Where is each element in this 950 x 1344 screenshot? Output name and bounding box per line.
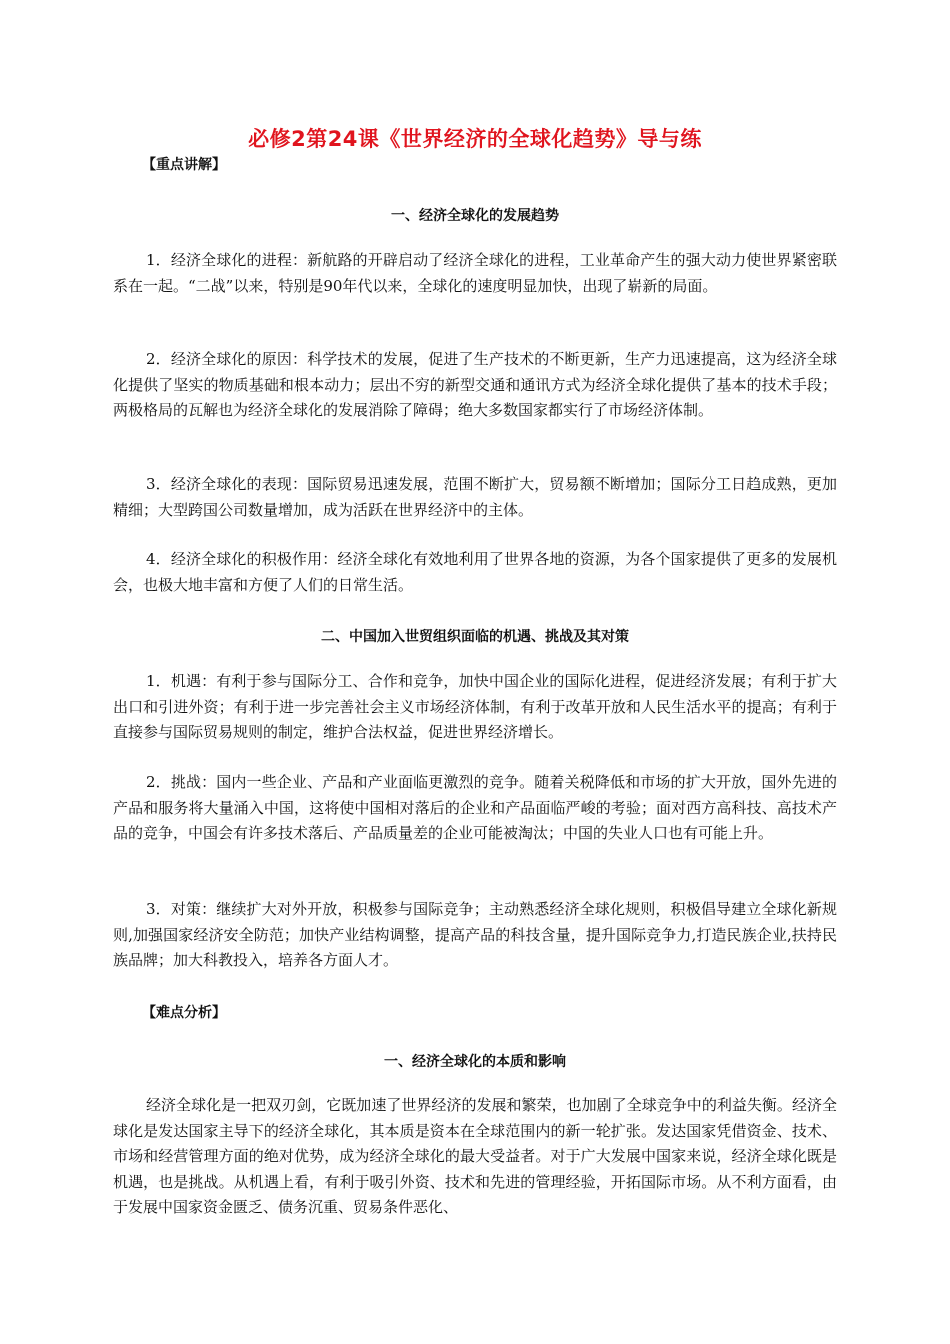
- section-heading-china-wto: 二、中国加入世贸组织面临的机遇、挑战及其对策: [321, 629, 629, 645]
- paragraph: 3．对策：继续扩大对外开放，积极参与国际竞争；主动熟悉经济全球化规则，积极倡导建立全球化新规则,加强国家经济安全防范；加快产业结构调整，提高产品的科技含量，提升国际竞争力,打造民族企业,扶持民族品牌；加大科教投入，培养各方面人才。: [113, 900, 837, 969]
- paragraph: 1．经济全球化的进程：新航路的开辟启动了经济全球化的进程，工业革命产生的强大动力使世界紧密联系在一起。“二战”以来，特别是90年代以来，全球化的速度明显加快，出现了崭新的局面。: [113, 251, 837, 295]
- paragraph: 2．经济全球化的原因：科学技术的发展，促进了生产技术的不断更新，生产力迅速提高，这为经济全球化提供了坚实的物质基础和根本动力；层出不穷的新型交通和通讯方式为经济全球化提供了基本的技术手段；两极格局的瓦解也为经济全球化的发展消除了障碍；绝大多数国家都实行了市场经济体制。: [113, 350, 837, 419]
- key-points-label: 【重点讲解】: [142, 157, 226, 173]
- paragraph: 4．经济全球化的积极作用：经济全球化有效地利用了世界各地的资源，为各个国家提供了更多的发展机会，也极大地丰富和方便了人们的日常生活。: [113, 550, 837, 594]
- paragraph: 1．机遇：有利于参与国际分工、合作和竞争，加快中国企业的国际化进程，促进经济发展；有利于扩大出口和引进外资；有利于进一步完善社会主义市场经济体制，有利于改革开放和人民生活水平的提高；有利于直接参与国际贸易规则的制定，维护合法权益，促进世界经济增长。: [113, 672, 837, 741]
- paragraph: 2．挑战：国内一些企业、产品和产业面临更激烈的竞争。随着关税降低和市场的扩大开放，国外先进的产品和服务将大量涌入中国，这将使中国相对落后的企业和产品面临严峻的考验；面对西方高科技、高技术产品的竞争，中国会有许多技术落后、产品质量差的企业可能被淘汰；中国的失业人口也有可能上升。: [113, 773, 837, 842]
- paragraph: 3．经济全球化的表现：国际贸易迅速发展，范围不断扩大，贸易额不断增加；国际分工日趋成熟，更加精细；大型跨国公司数量增加，成为活跃在世界经济中的主体。: [113, 475, 837, 519]
- section-heading-globalization-trend: 一、经济全球化的发展趋势: [391, 208, 559, 224]
- paragraph: 经济全球化是一把双刃剑，它既加速了世界经济的发展和繁荣，也加剧了全球竞争中的利益失衡。经济全球化是发达国家主导下的经济全球化，其本质是资本在全球范围内的新一轮扩张。发达国家凭借资金、技术、市场和经营管理方面的绝对优势，成为经济全球化的最大受益者。对于广大发展中国家来说，经济全球化既是机遇，也是挑战。从机遇上看，有利于吸引外资、技术和先进的管理经验，开拓国际市场。从不利方面看，由于发展中国家资金匮乏、债务沉重、贸易条件恶化、: [113, 1096, 837, 1216]
- difficulties-label: 【难点分析】: [142, 1005, 226, 1021]
- section-heading-globalization-essence: 一、经济全球化的本质和影响: [384, 1054, 566, 1070]
- document-title: 必修2第24课《世界经济的全球化趋势》导与练: [248, 127, 702, 151]
